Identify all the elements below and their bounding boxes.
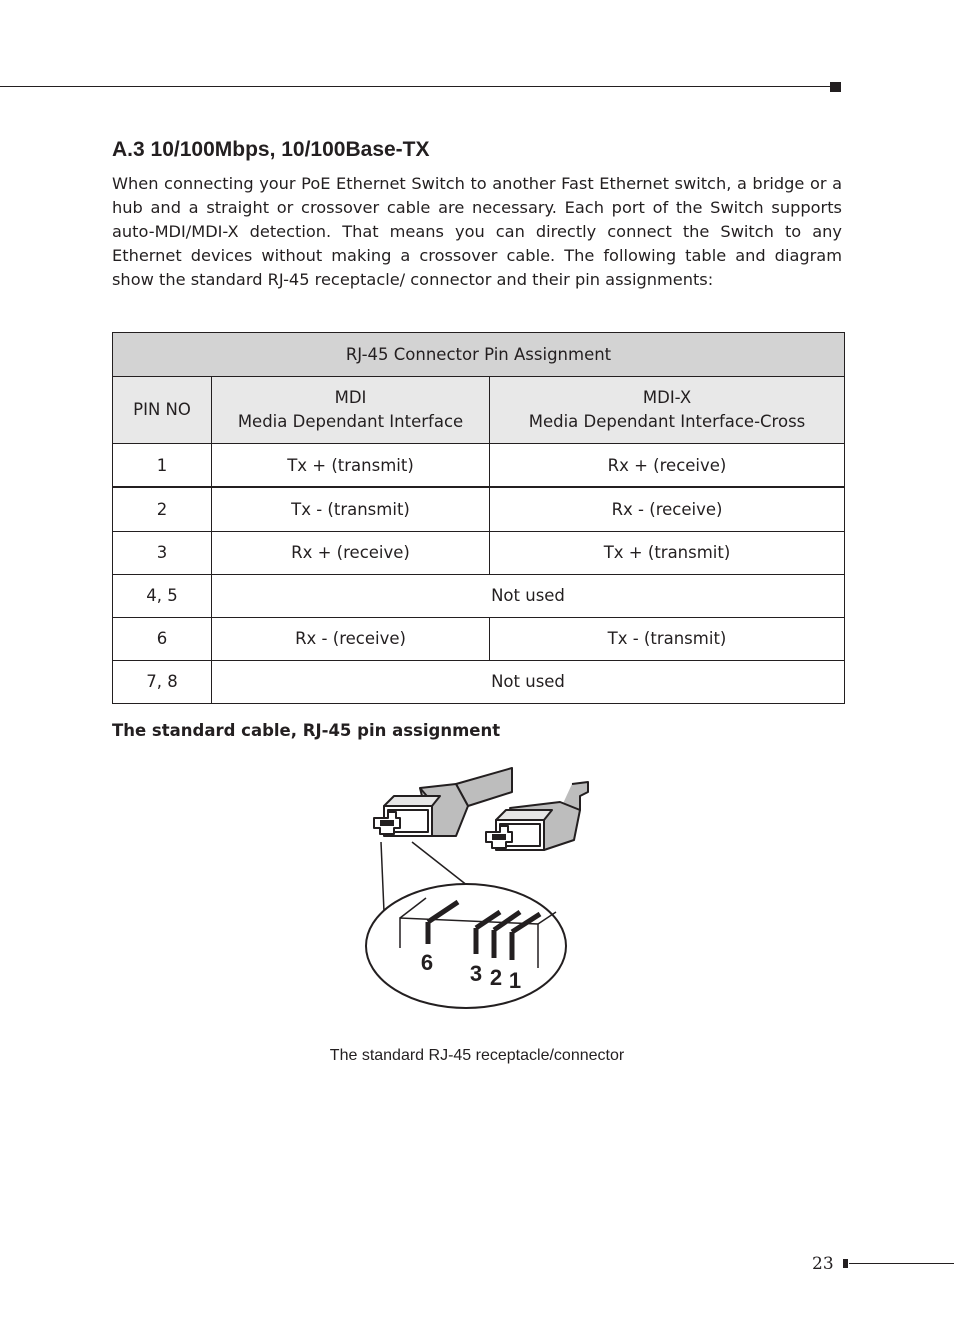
footer-rule [849,1263,954,1264]
header-mdix-title: MDI-X [642,388,692,408]
header-square-marker [830,82,841,92]
pin-label-3: 3 [469,961,483,986]
pin-cell: 1 [113,444,212,488]
header-mdi-title: MDI [334,388,367,408]
pin-cell: 6 [113,617,212,660]
pin-cell: 3 [113,531,212,574]
mdix-cell: Rx - (receive) [490,487,845,531]
mdi-cell: Rx - (receive) [212,617,490,660]
figure-heading: The standard cable, RJ-45 pin assignment [112,721,501,740]
mdi-cell: Rx + (receive) [212,531,490,574]
pin-cell: 4, 5 [113,574,212,617]
page-number: 23 [812,1254,834,1274]
section-title: A.3 10/100Mbps, 10/100Base-TX [112,138,430,161]
mdix-cell: Rx + (receive) [490,444,845,488]
table-row [113,487,845,531]
table-header-row [113,377,845,444]
header-pin-no: PIN NO [113,377,212,444]
header-mdix [490,377,845,444]
callout-line [412,842,468,886]
table-row [113,574,845,617]
magnifier-ellipse [366,884,566,1008]
callout-line [381,842,384,912]
pin-label-6: 6 [420,950,434,975]
table-caption-row [113,333,845,377]
table-row [113,660,845,703]
pin-label-2: 2 [489,965,503,990]
pin-label-1: 1 [508,968,522,993]
pin-assignment-table [112,332,845,704]
merged-cell: Not used [212,574,845,617]
figure-caption: The standard RJ-45 receptacle/connector [329,1047,625,1064]
mdix-cell: Tx - (transmit) [490,617,845,660]
footer-marker [843,1259,848,1268]
header-mdix-subtitle: Media Dependant Interface-Cross [528,412,806,432]
pin-cell: 7, 8 [113,660,212,703]
merged-cell: Not used [212,660,845,703]
table-caption: RJ-45 Connector Pin Assignment [113,333,845,377]
mdi-cell: Tx - (transmit) [212,487,490,531]
mdi-cell: Tx + (transmit) [212,444,490,488]
cable-left-icon [374,768,512,836]
header-rule [0,86,832,87]
table-row [113,444,845,488]
rj45-diagram [360,762,600,1018]
pin-cell: 2 [113,487,212,531]
header-mdi-subtitle: Media Dependant Interface [237,412,464,432]
header-mdi [212,377,490,444]
intro-paragraph: When connecting your PoE Ethernet Switch to another Fast Ethernet switch, a bridge or a hub and a straight or crossover cable are necessary. Each port of the Switch supports auto-MDI/MDI-X detection. That means you can directly connect the Switch to any Ethernet devices without making a crossover cable. The following table and diagram show the standard RJ-45 receptacle/ connector and their pin assignments: [112,174,842,289]
mdix-cell: Tx + (transmit) [490,531,845,574]
table-row [113,531,845,574]
table-row [113,617,845,660]
